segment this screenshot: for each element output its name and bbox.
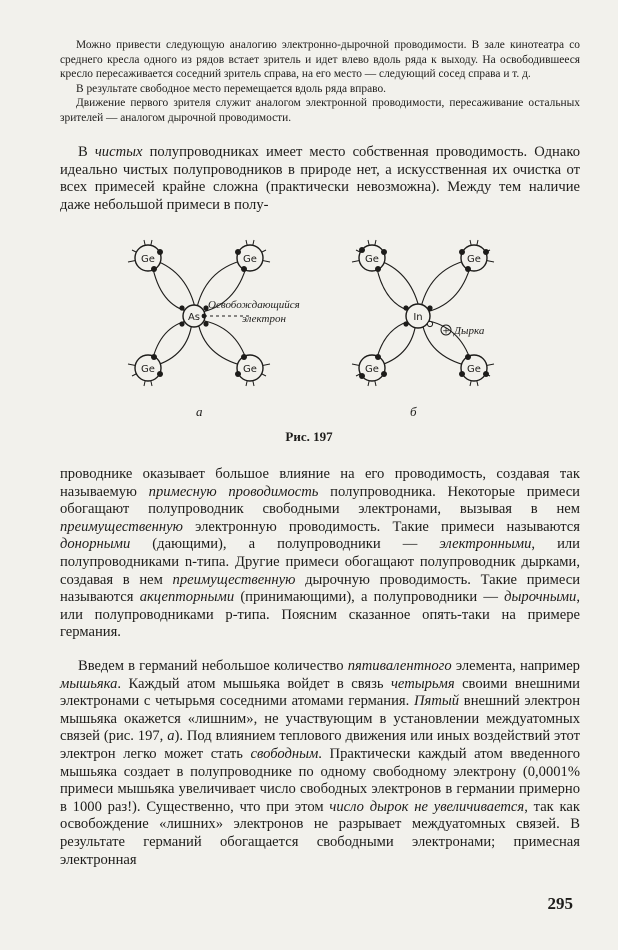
text-run: . Каждый атом мышьяка войдет в связь bbox=[117, 675, 391, 692]
emphasis: четырьмя bbox=[390, 675, 455, 692]
in-label: In bbox=[413, 312, 423, 323]
bond-line bbox=[378, 322, 416, 366]
ge-label: Ge bbox=[467, 254, 481, 265]
text-run: внешний электрон мышьяка окажется «лишним», не участвующим в установлении междуатомных связей (рис. 197, bbox=[60, 693, 580, 745]
electron-dot bbox=[359, 247, 365, 253]
electron-dot bbox=[151, 354, 157, 360]
emphasis: Пятый bbox=[414, 693, 460, 710]
electron-dot bbox=[483, 371, 489, 377]
text-run: полупроводника. Некоторые примеси обогащают полупроводник свободными электронами, вызывая в нем bbox=[60, 483, 580, 518]
paragraph-2-text bbox=[60, 466, 580, 642]
ge-label: Ge bbox=[141, 364, 155, 375]
emphasis: свободным bbox=[250, 745, 319, 762]
text-run: дырочную проводимость. Такие примеси называются bbox=[60, 571, 580, 606]
electron-dot bbox=[465, 354, 471, 360]
intro-line: Движение первого зрителя служит аналогом электронной проводимости, пересаживание остальных зрителей — аналогом дырочной проводимости. bbox=[60, 97, 580, 124]
emphasis: акцепторными bbox=[139, 589, 235, 606]
intro-line: Можно привести следующую аналогию электронно-дырочной проводимости. В зале кинотеатра со среднего кресла одного из рядов встает зритель и идет влево вдоль ряда к выходу. На освободившееся кресло пересаживается соседний зритель справа, на его место — следующий сосед справа и т. д. bbox=[60, 39, 580, 81]
bond-line bbox=[376, 264, 414, 312]
bond-line bbox=[152, 320, 190, 362]
paragraph-3 bbox=[60, 658, 580, 869]
emphasis: примесную проводимость bbox=[148, 483, 319, 500]
figure-197 bbox=[100, 228, 520, 428]
intro-line: В результате свободное место перемещается вдоль ряда вправо. bbox=[76, 82, 386, 95]
paragraph-1-text bbox=[60, 144, 580, 214]
ge-label: Ge bbox=[243, 254, 257, 265]
text-run: (принимающими), а полупроводники — bbox=[234, 589, 505, 606]
electron-dot bbox=[465, 266, 471, 272]
electron-dot bbox=[459, 371, 465, 377]
paragraph-2 bbox=[60, 466, 580, 642]
text-run: В bbox=[78, 144, 95, 160]
electron-dot bbox=[151, 266, 157, 272]
figure-caption: Рис. 197 bbox=[285, 429, 333, 444]
page-number: 295 bbox=[547, 894, 573, 913]
text-run: элемента, например bbox=[451, 658, 580, 674]
emphasis: мышьяка bbox=[60, 675, 118, 692]
electron-dot bbox=[403, 321, 408, 326]
emphasis: дырочными bbox=[504, 589, 577, 606]
as-label: As bbox=[187, 312, 201, 323]
paragraph-3-text bbox=[60, 658, 580, 869]
electron-dot bbox=[157, 249, 163, 255]
ge-label: Ge bbox=[141, 254, 155, 265]
free-electron-dot bbox=[202, 314, 207, 319]
emphasis: чистых bbox=[94, 144, 143, 160]
emphasis: число дырок не увеличивается bbox=[329, 798, 525, 815]
electron-dot bbox=[375, 354, 381, 360]
electron-dot bbox=[179, 305, 184, 310]
free-electron-label: электрон bbox=[242, 313, 286, 325]
text-run: , так как освобождение «лишних» электронов не разрывает междуатомных связей. В результате германий обогащается свободными электронами; примесная электронная bbox=[60, 798, 580, 868]
electron-dot bbox=[157, 371, 163, 377]
bond-line bbox=[152, 264, 190, 312]
bond-line bbox=[154, 260, 196, 312]
text-run: полупроводниках имеет место собственная проводимость. Однако идеально чистых полупроводников в природе нет, а искусственная их очистка от всех примесей крайне сложна (практически невозможна). Между тем наличие даже небольшой примеси в полу- bbox=[60, 144, 580, 213]
electron-dot bbox=[459, 249, 465, 255]
text-run: ). Под влиянием теплового движения или иных воздействий этот электрон легко может стать bbox=[60, 728, 580, 762]
text-run: своими внешними электронами с четырьмя соседними атомами германия. bbox=[60, 675, 580, 710]
electron-dot bbox=[375, 266, 381, 272]
intro-note bbox=[60, 38, 580, 126]
emphasis: преимущественную bbox=[172, 571, 296, 588]
emphasis: а bbox=[167, 728, 175, 745]
subfigure-b-label: б bbox=[410, 404, 417, 419]
text-run: проводнике оказывает большое влияние на его проводимость, создавая так называемую bbox=[60, 466, 580, 500]
electron-dot bbox=[241, 354, 247, 360]
subfigure-a-label: а bbox=[196, 404, 203, 419]
electron-dot bbox=[235, 249, 241, 255]
text-run: , или полупроводниками n-типа. Другие примеси обогащают полупроводник дырками, создавая в нем bbox=[60, 536, 580, 588]
electron-dot bbox=[381, 371, 387, 377]
emphasis: пятивалентного bbox=[347, 658, 452, 674]
ge-label: Ge bbox=[365, 364, 379, 375]
paragraph-1 bbox=[60, 144, 580, 214]
electron-dot bbox=[381, 249, 387, 255]
text-run: электронную проводимость. Такие примеси называются bbox=[182, 518, 580, 535]
electron-dot bbox=[203, 321, 208, 326]
ge-label: Ge bbox=[365, 254, 379, 265]
text-run: (дающими), а полупроводники — bbox=[130, 536, 440, 553]
hole-marker bbox=[427, 321, 432, 326]
hole-symbol: + bbox=[442, 326, 450, 337]
ge-label: Ge bbox=[243, 364, 257, 375]
ge-label: Ge bbox=[467, 364, 481, 375]
electron-dot bbox=[427, 305, 432, 310]
electron-dot bbox=[483, 249, 489, 255]
emphasis: преимущественную bbox=[60, 518, 183, 535]
bond-line bbox=[154, 322, 192, 366]
text-run: Введем в германий небольшое количество bbox=[78, 658, 348, 674]
text-run: , или полупроводниками p-типа. Поясним сказанное опять-таки на примере германия. bbox=[60, 589, 580, 641]
crystal-lattice-diagram bbox=[100, 228, 520, 428]
electron-dot bbox=[241, 266, 247, 272]
bond-line bbox=[376, 320, 414, 362]
electron-dot bbox=[235, 371, 241, 377]
free-electron-label: Освобождающийся bbox=[208, 299, 300, 311]
emphasis: электронными bbox=[439, 536, 532, 553]
electron-dot bbox=[179, 321, 184, 326]
bond-line bbox=[198, 322, 244, 366]
text-run: . Практически каждый атом введенного мышьяка создает в полупроводнике по одному свободному электрону (0,0001% примеси мышьяка увеличивает число свободных электронов в германии примерно в 1000 раз!). Существенно, что при этом bbox=[60, 745, 580, 815]
hole-label: Дырка bbox=[454, 325, 485, 337]
emphasis: донорными bbox=[60, 536, 131, 553]
electron-dot bbox=[403, 305, 408, 310]
